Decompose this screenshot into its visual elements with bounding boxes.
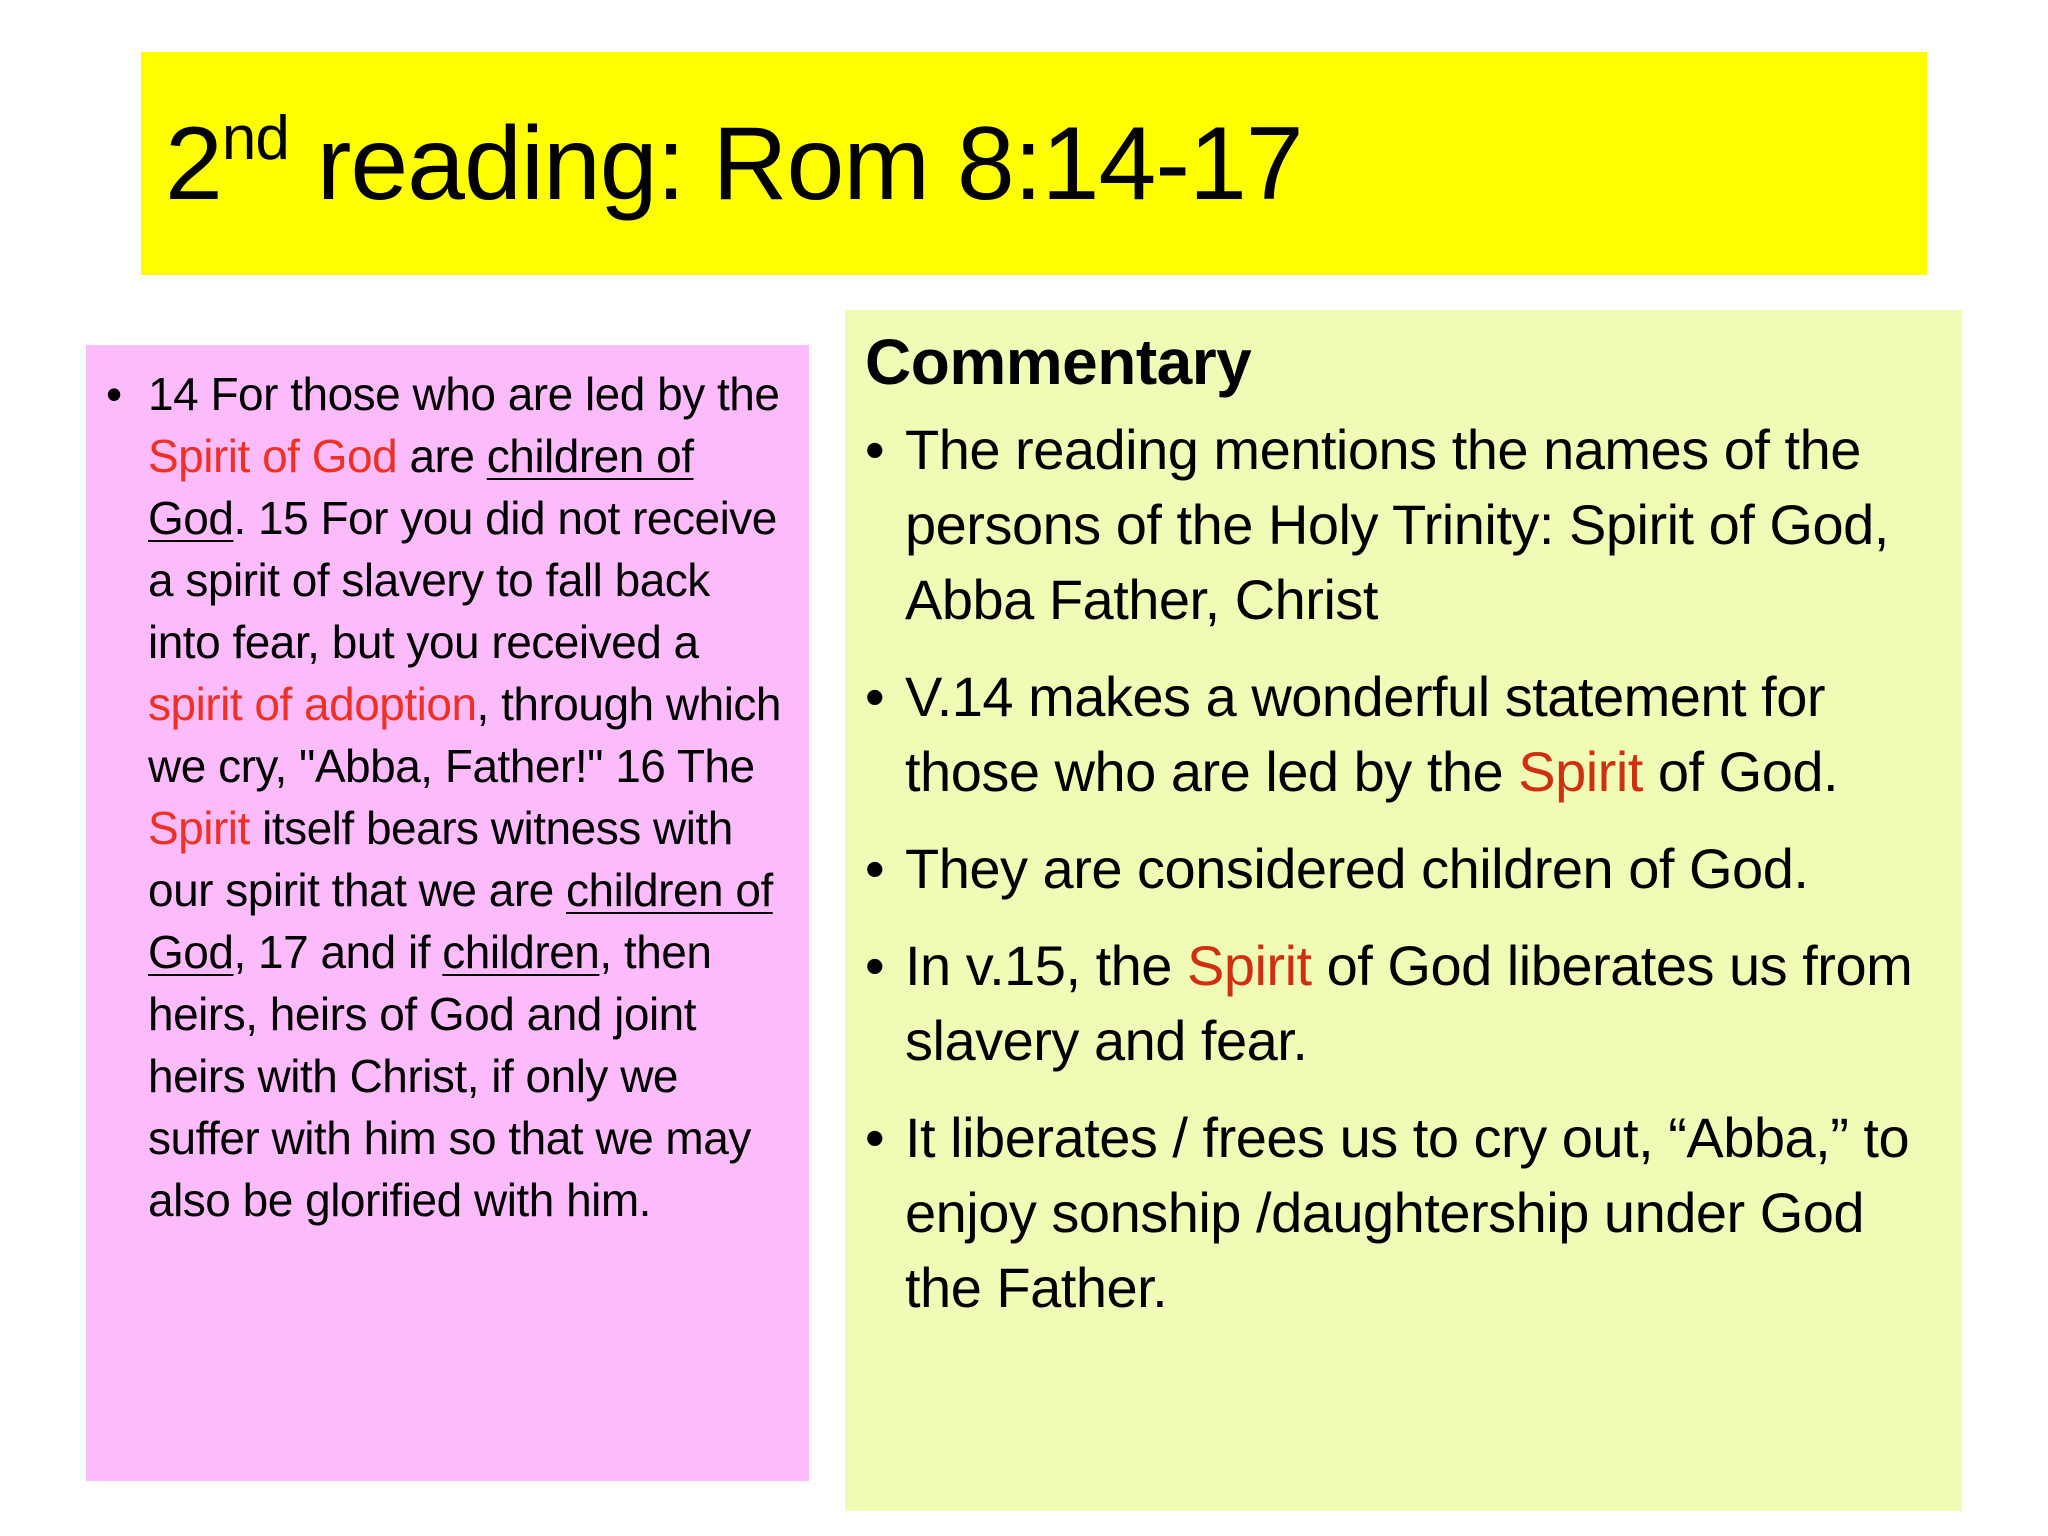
bullet-icon: • (865, 837, 885, 900)
segment-underlined: children of God (148, 430, 694, 544)
slide-title (165, 103, 1303, 222)
commentary-item (865, 1100, 1942, 1325)
segment-plain: It liberates / frees us to cry out, “Abba,” to enjoy sonship /daughtership under God the Father. (905, 1106, 1910, 1319)
segment-plain: of God liberates us from slavery and fear. (905, 934, 1913, 1072)
segment-plain: In v.15, the (905, 934, 1187, 997)
title-superscript: nd (221, 103, 289, 173)
bullet-icon: • (865, 418, 885, 481)
segment-plain: are (397, 430, 487, 482)
segment-plain: The reading mentions the names of the persons of the Holy Trinity: Spirit of God, Abba Father, Christ (905, 418, 1889, 631)
title-banner (141, 52, 1927, 275)
bullet-icon: • (865, 1106, 885, 1169)
segment-plain: of God. (1642, 740, 1839, 803)
commentary-item (865, 412, 1942, 637)
segment-plain: , then heirs, heirs of God and joint heirs with Christ, if only we suffer with him so that we may also be glorified with him. (148, 926, 751, 1226)
commentary-panel (845, 310, 1962, 1511)
segment-highlight: Spirit (148, 802, 250, 854)
scripture-passage (106, 363, 789, 1231)
bullet-icon: • (106, 368, 122, 420)
scripture-panel (86, 345, 809, 1481)
title-rest: reading: Rom 8:14-17 (288, 105, 1303, 222)
title-prefix: 2 (165, 105, 222, 222)
segment-plain: They are considered children of God. (905, 837, 1809, 900)
segment-plain: , 17 and if (233, 926, 443, 978)
segment-underlined: children of God (148, 864, 773, 978)
segment-highlight: Spirit of God (148, 430, 398, 482)
segment-plain: 14 For those who are led by the (148, 368, 780, 420)
segment-highlight: Spirit (1186, 934, 1312, 997)
commentary-item (865, 928, 1942, 1078)
segment-plain: itself bears witness with our spirit that we are (148, 802, 733, 916)
segment-highlight: Spirit (1518, 740, 1643, 803)
commentary-list (865, 412, 1942, 1325)
commentary-item (865, 659, 1942, 809)
commentary-heading: Commentary (865, 326, 1252, 398)
segment-highlight: spirit of adoption (148, 678, 477, 730)
scripture-list (106, 363, 789, 1231)
commentary-item (865, 831, 1942, 906)
segment-underlined: children (442, 926, 600, 978)
segment-plain: , through which we cry, "Abba, Father!" 16 The (148, 678, 782, 792)
bullet-icon: • (865, 934, 885, 997)
segment-plain: . 15 For you did not receive a spirit of slavery to fall back into fear, but you received a (148, 492, 777, 668)
bullet-icon: • (865, 665, 885, 728)
segment-plain: V.14 makes a wonderful statement for those who are led by the (905, 665, 1825, 803)
